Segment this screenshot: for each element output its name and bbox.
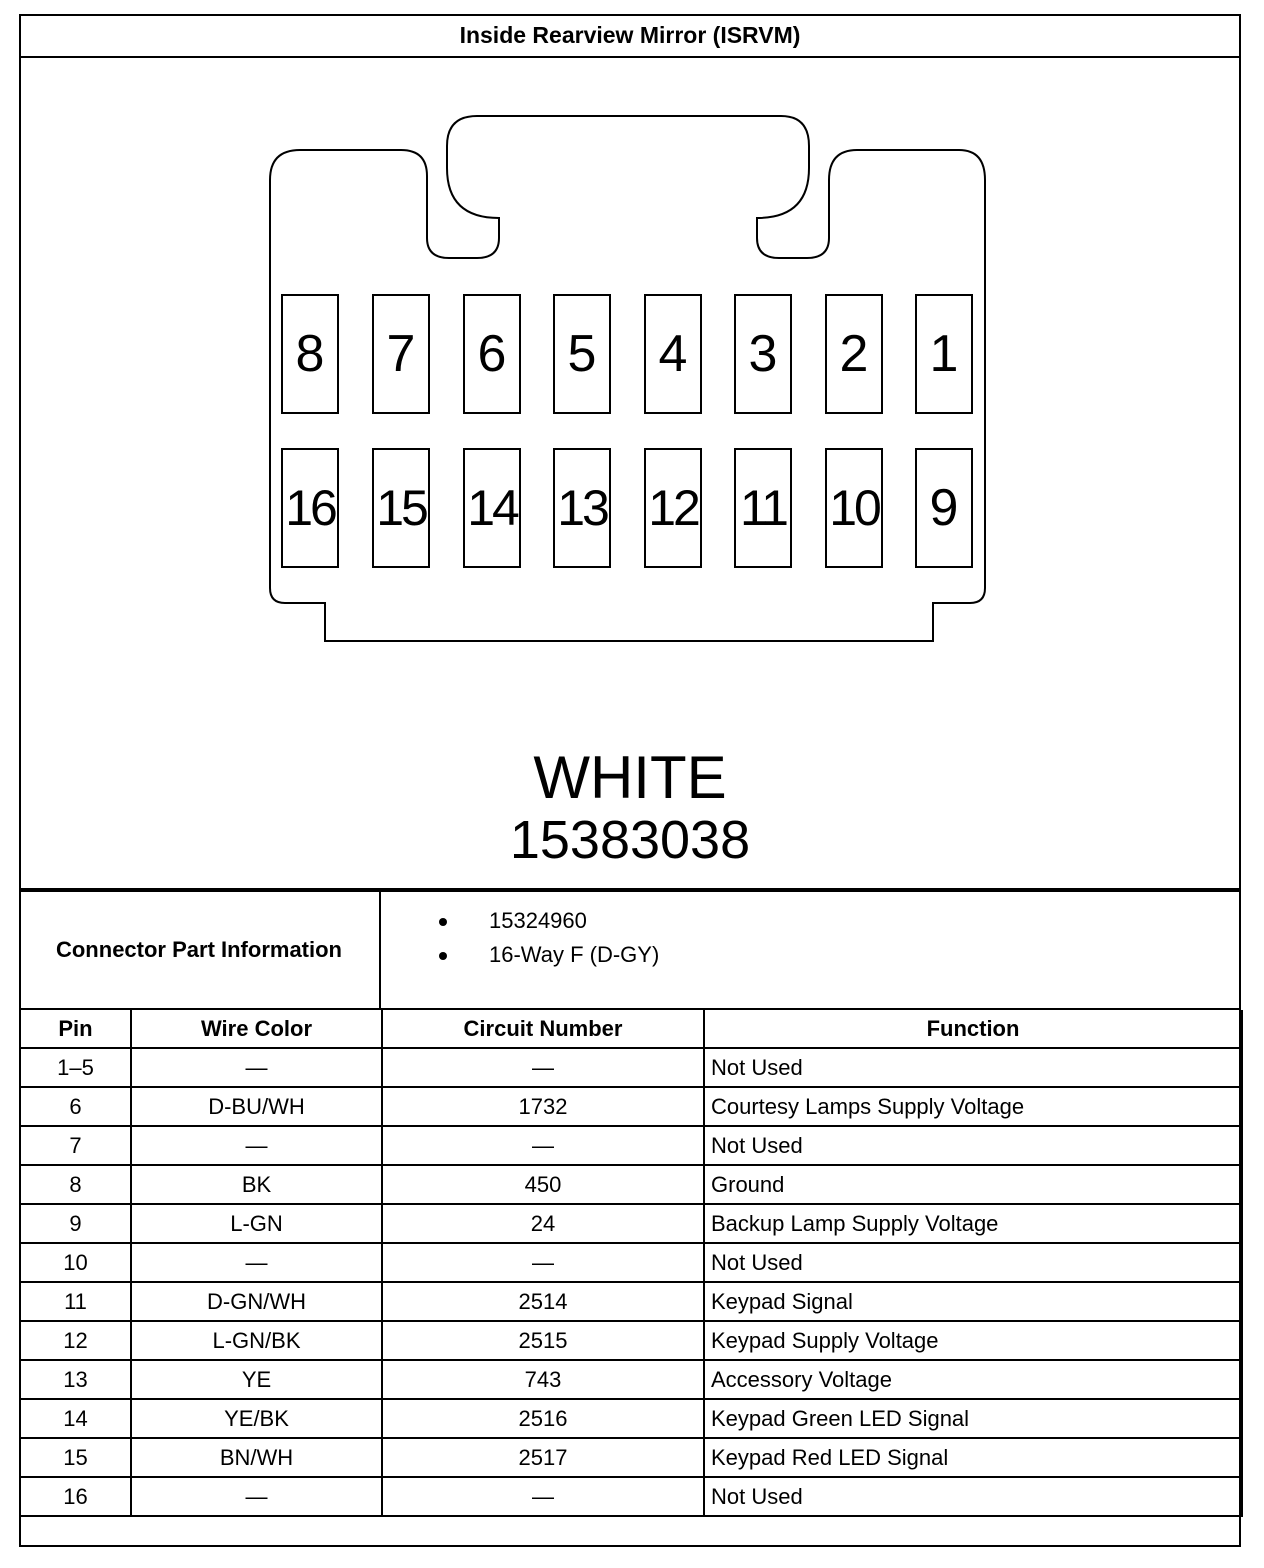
table-row bbox=[20, 1360, 1242, 1399]
cell-circuit-number: — bbox=[382, 1048, 704, 1087]
cell-wire-color: L-GN/BK bbox=[131, 1321, 382, 1360]
cell-circuit-number: — bbox=[382, 1126, 704, 1165]
pin-cavity: 11 bbox=[734, 448, 792, 568]
cell-function: Not Used bbox=[704, 1477, 1242, 1516]
cell-wire-color: L-GN bbox=[131, 1204, 382, 1243]
table-row bbox=[20, 1477, 1242, 1516]
cell-circuit-number: 450 bbox=[382, 1165, 704, 1204]
cell-function: Not Used bbox=[704, 1048, 1242, 1087]
pin-cavity: 13 bbox=[553, 448, 611, 568]
cell-pin: 8 bbox=[20, 1165, 131, 1204]
cell-pin: 13 bbox=[20, 1360, 131, 1399]
cell-wire-color: BN/WH bbox=[131, 1438, 382, 1477]
pin-cavity: 9 bbox=[915, 448, 973, 568]
header-wire-color: Wire Color bbox=[131, 1010, 382, 1048]
cell-wire-color: BK bbox=[131, 1165, 382, 1204]
pin-cavity: 14 bbox=[463, 448, 521, 568]
table-row bbox=[20, 1321, 1242, 1360]
cell-wire-color: D-GN/WH bbox=[131, 1282, 382, 1321]
cell-circuit-number: — bbox=[382, 1477, 704, 1516]
cell-circuit-number: 2517 bbox=[382, 1438, 704, 1477]
cell-pin: 15 bbox=[20, 1438, 131, 1477]
pin-cavity: 4 bbox=[644, 294, 702, 414]
table-row bbox=[20, 1126, 1242, 1165]
cell-pin: 12 bbox=[20, 1321, 131, 1360]
cell-function: Keypad Signal bbox=[704, 1282, 1242, 1321]
cell-circuit-number: 2514 bbox=[382, 1282, 704, 1321]
table-row bbox=[20, 1438, 1242, 1477]
cell-function: Not Used bbox=[704, 1126, 1242, 1165]
cell-pin: 7 bbox=[20, 1126, 131, 1165]
cell-function: Accessory Voltage bbox=[704, 1360, 1242, 1399]
pin-cavity: 12 bbox=[644, 448, 702, 568]
part-info-list bbox=[381, 904, 659, 972]
table-body bbox=[20, 1048, 1242, 1516]
cell-wire-color: YE bbox=[131, 1360, 382, 1399]
pin-cavity: 7 bbox=[372, 294, 430, 414]
table-row bbox=[20, 1087, 1242, 1126]
cell-wire-color: — bbox=[131, 1243, 382, 1282]
cell-pin: 11 bbox=[20, 1282, 131, 1321]
connector-part-info bbox=[19, 888, 1241, 1010]
header-pin: Pin bbox=[20, 1010, 131, 1048]
cell-circuit-number: 24 bbox=[382, 1204, 704, 1243]
cell-wire-color: D-BU/WH bbox=[131, 1087, 382, 1126]
pin-cavity: 10 bbox=[825, 448, 883, 568]
cell-circuit-number: 1732 bbox=[382, 1087, 704, 1126]
pin-cavity: 2 bbox=[825, 294, 883, 414]
pin-cavity: 16 bbox=[281, 448, 339, 568]
cell-function: Keypad Red LED Signal bbox=[704, 1438, 1242, 1477]
pin-cavity: 8 bbox=[281, 294, 339, 414]
table-row bbox=[20, 1399, 1242, 1438]
table-row bbox=[20, 1243, 1242, 1282]
cell-function: Ground bbox=[704, 1165, 1242, 1204]
cell-function: Courtesy Lamps Supply Voltage bbox=[704, 1087, 1242, 1126]
cell-function: Not Used bbox=[704, 1243, 1242, 1282]
cell-function: Backup Lamp Supply Voltage bbox=[704, 1204, 1242, 1243]
pin-cavity: 1 bbox=[915, 294, 973, 414]
connector-diagram bbox=[19, 58, 1241, 888]
pin-cavity: 15 bbox=[372, 448, 430, 568]
connector-color: WHITE bbox=[533, 744, 727, 811]
cell-circuit-number: 2516 bbox=[382, 1399, 704, 1438]
table-header-row bbox=[20, 1010, 1242, 1048]
pin-cavity: 3 bbox=[734, 294, 792, 414]
pinout-table bbox=[19, 1010, 1243, 1517]
header-function: Function bbox=[704, 1010, 1242, 1048]
table-row bbox=[20, 1048, 1242, 1087]
page-title: Inside Rearview Mirror (ISRVM) bbox=[19, 14, 1241, 58]
table-row bbox=[20, 1204, 1242, 1243]
cell-function: Keypad Supply Voltage bbox=[704, 1321, 1242, 1360]
cell-wire-color: YE/BK bbox=[131, 1399, 382, 1438]
cell-pin: 14 bbox=[20, 1399, 131, 1438]
part-info-item: 15324960 bbox=[381, 904, 659, 938]
cell-pin: 6 bbox=[20, 1087, 131, 1126]
table-row bbox=[20, 1282, 1242, 1321]
pin-cavity: 5 bbox=[553, 294, 611, 414]
cell-circuit-number: 2515 bbox=[382, 1321, 704, 1360]
cell-wire-color: — bbox=[131, 1126, 382, 1165]
connector-part-number: 15383038 bbox=[509, 810, 751, 870]
cell-pin: 16 bbox=[20, 1477, 131, 1516]
cell-function: Keypad Green LED Signal bbox=[704, 1399, 1242, 1438]
cell-wire-color: — bbox=[131, 1477, 382, 1516]
part-info-label: Connector Part Information bbox=[19, 892, 381, 1008]
cell-circuit-number: — bbox=[382, 1243, 704, 1282]
cell-pin: 1–5 bbox=[20, 1048, 131, 1087]
cell-circuit-number: 743 bbox=[382, 1360, 704, 1399]
table-row bbox=[20, 1165, 1242, 1204]
cell-wire-color: — bbox=[131, 1048, 382, 1087]
pin-cavity: 6 bbox=[463, 294, 521, 414]
cell-pin: 9 bbox=[20, 1204, 131, 1243]
part-info-item: 16-Way F (D-GY) bbox=[381, 938, 659, 972]
header-circuit-number: Circuit Number bbox=[382, 1010, 704, 1048]
cell-pin: 10 bbox=[20, 1243, 131, 1282]
